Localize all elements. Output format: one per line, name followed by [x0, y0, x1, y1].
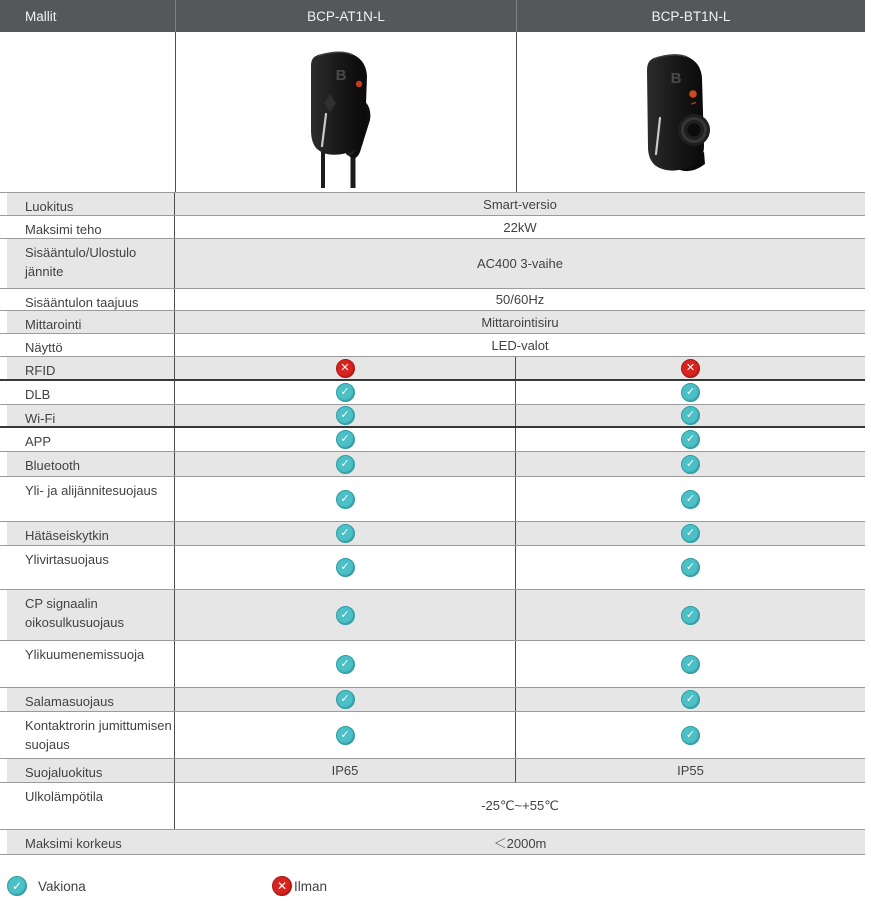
row-value-model-a	[175, 405, 516, 426]
row-label: Kontaktrorin jumittumisen suojaus	[7, 712, 175, 758]
table-row	[0, 546, 865, 590]
check-icon: ✓	[336, 726, 355, 745]
table-row	[0, 688, 865, 712]
row-value-model-a	[175, 590, 516, 640]
svg-text:B: B	[670, 70, 682, 87]
check-icon: ✓	[681, 455, 700, 474]
row-value-model-b	[516, 405, 865, 426]
table-row	[0, 783, 865, 830]
row-value: ＜2000m	[493, 835, 547, 851]
row-value-model-a	[175, 428, 516, 451]
table-row	[0, 428, 865, 452]
cross-icon: ✕	[272, 876, 292, 896]
row-label: Hätäseiskytkin	[7, 522, 175, 545]
header-model-a: BCP-AT1N-L	[175, 0, 516, 32]
svg-text:B: B	[335, 67, 347, 84]
check-icon: ✓	[336, 383, 355, 402]
row-value: -25℃~+55℃	[481, 798, 559, 813]
row-label: Salamasuojaus	[7, 688, 175, 711]
row-label: Sisääntulon taajuus	[7, 289, 175, 310]
legend-standard-label: Vakiona	[38, 878, 86, 894]
cross-icon: ✕	[681, 359, 700, 378]
table-row	[0, 452, 865, 477]
row-label: Ulkolämpötila	[7, 783, 175, 829]
row-value-model-a	[175, 357, 516, 379]
header-models-label: Mallit	[25, 8, 57, 24]
row-value-model-b	[516, 522, 865, 545]
check-icon: ✓	[336, 490, 355, 509]
table-row	[0, 712, 865, 759]
table-row	[0, 289, 865, 311]
row-label: Näyttö	[7, 334, 175, 356]
legend-item-standard	[7, 875, 86, 897]
table-row	[0, 357, 865, 381]
legend	[0, 875, 871, 899]
check-icon: ✓	[681, 383, 700, 402]
row-label: CP signaalin oikosulkusuojaus	[7, 590, 175, 640]
row-value-model-b	[516, 546, 865, 589]
table-row	[0, 405, 865, 428]
row-value: AC400 3-vaihe	[477, 256, 563, 271]
check-icon: ✓	[336, 655, 355, 674]
table-row	[0, 522, 865, 546]
table-row	[0, 641, 865, 688]
row-value-model-b: IP55	[677, 763, 704, 778]
check-icon: ✓	[681, 690, 700, 709]
row-value-model-a	[175, 477, 516, 521]
table-row	[0, 759, 865, 783]
row-value-model-a	[175, 688, 516, 711]
row-label: Ylivirtasuojaus	[7, 546, 175, 589]
check-icon: ✓	[681, 430, 700, 449]
check-icon: ✓	[681, 558, 700, 577]
row-value-model-b	[516, 590, 865, 640]
check-icon: ✓	[681, 655, 700, 674]
product-image-bcp-bt1n-l	[622, 50, 734, 180]
row-value: 50/60Hz	[495, 292, 545, 307]
row-value: Mittarointisiru	[481, 314, 559, 330]
row-value-model-a: IP65	[175, 759, 516, 782]
row-label: Maksimi teho	[7, 216, 175, 238]
row-value-model-b	[516, 477, 865, 521]
legend-without-label: Ilman	[294, 878, 328, 894]
row-value-model-b	[516, 452, 865, 476]
row-label: Bluetooth	[7, 452, 175, 476]
row-label: Maksimi korkeus	[25, 836, 122, 851]
check-icon: ✓	[681, 406, 700, 425]
check-icon: ✓	[681, 606, 700, 625]
row-label: Sisääntulo/Ulostulo jännite	[7, 239, 175, 288]
check-icon: ✓	[7, 876, 27, 896]
check-icon: ✓	[681, 490, 700, 509]
row-value-model-b	[516, 381, 865, 404]
table-row	[0, 239, 865, 289]
check-icon: ✓	[336, 406, 355, 425]
check-icon: ✓	[681, 524, 700, 543]
row-label: Mittarointi	[7, 311, 175, 333]
table-body	[0, 193, 865, 855]
row-label: Luokitus	[7, 193, 175, 215]
row-value-model-a	[175, 381, 516, 404]
row-value-model-b	[516, 688, 865, 711]
row-value-model-a	[175, 452, 516, 476]
check-icon: ✓	[336, 430, 355, 449]
table-row	[0, 216, 865, 239]
row-value-model-a	[175, 546, 516, 589]
row-label: RFID	[7, 357, 175, 379]
row-value-model-a	[175, 641, 516, 687]
row-label: Yli- ja alijännitesuojaus	[7, 477, 175, 521]
table-row	[0, 334, 865, 357]
row-value-model-b	[516, 428, 865, 451]
row-value-model-b	[516, 641, 865, 687]
product-image-bcp-at1n-l	[283, 48, 405, 190]
check-icon: ✓	[336, 606, 355, 625]
row-label: APP	[7, 428, 175, 451]
check-icon: ✓	[336, 524, 355, 543]
row-value-model-a	[175, 712, 516, 758]
row-value-model-a	[175, 522, 516, 545]
row-value: 22kW	[503, 219, 537, 235]
column-divider	[175, 32, 176, 192]
table-row	[0, 477, 865, 522]
table-row	[0, 311, 865, 334]
check-icon: ✓	[336, 690, 355, 709]
product-image-row	[0, 32, 865, 193]
table-row	[0, 381, 865, 405]
row-label: Suojaluokitus	[7, 759, 175, 782]
row-label: Ylikuumenemissuoja	[7, 641, 175, 687]
cross-icon: ✕	[336, 359, 355, 378]
row-label: Wi-Fi	[7, 405, 175, 426]
table-row	[0, 830, 865, 855]
check-icon: ✓	[336, 455, 355, 474]
check-icon: ✓	[336, 558, 355, 577]
check-icon: ✓	[681, 726, 700, 745]
row-value-model-b	[516, 712, 865, 758]
table-header-row	[0, 0, 865, 32]
legend-item-without	[272, 875, 327, 897]
column-divider	[516, 32, 517, 192]
row-value-model-b	[516, 357, 865, 379]
row-value: Smart-versio	[483, 196, 557, 212]
row-value: LED-valot	[491, 337, 549, 353]
table-row	[0, 590, 865, 641]
table-row	[0, 193, 865, 216]
row-label: DLB	[7, 381, 175, 404]
header-model-b: BCP-BT1N-L	[516, 0, 865, 32]
